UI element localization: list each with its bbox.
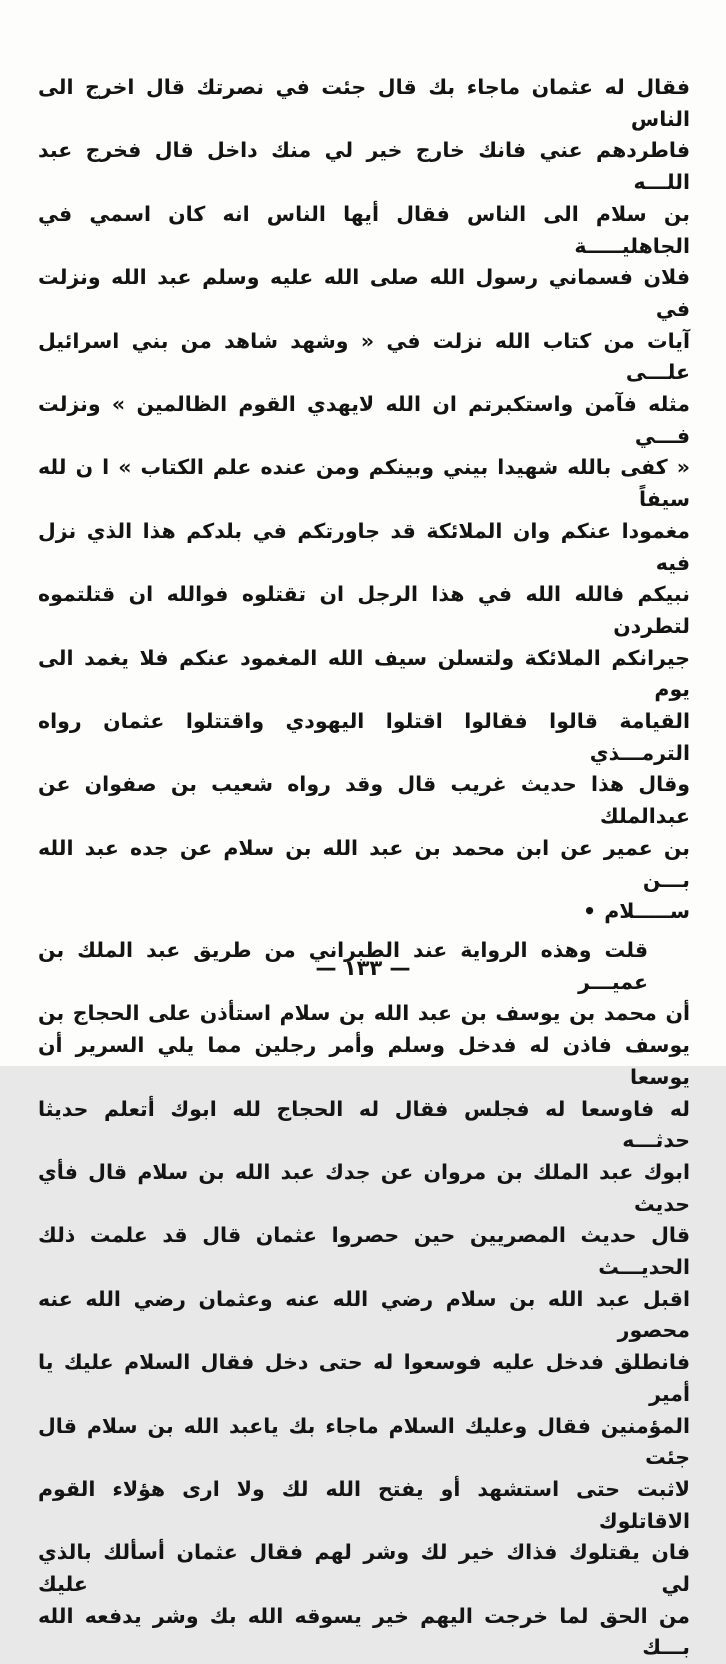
page-number: — ١٣٣ — [315, 956, 411, 980]
paragraph [38, 72, 690, 928]
text-line: فان يقتلوك فذاك خير لك وشر لهم فقال عثمان أسألك بالذي لي عليك [38, 1540, 690, 1597]
text-line: « كفى بالله شهيدا بيني وبينكم ومن عنده علم الكتاب » ا ن لله سيفاً [38, 455, 690, 512]
text-line: آيات من كتاب الله نزلت في « وشهد شاهد من بني اسرائيل علـــى [38, 328, 690, 385]
text-line: فاطردهم عني فانك خارج خير لي منك داخل قال فخرج عبد اللـــه [38, 138, 690, 195]
text-line: نبيكم فالله الله في هذا الرجل ان تقتلوه فوالله ان قتلتموه لتطردن [38, 582, 690, 638]
text-line: بن عمير عن ابن محمد بن عبد الله بن سلام عن جده عبد الله بـــن [38, 835, 690, 892]
text-line: قال حديث المصريين حين حصروا عثمان قال قد علمت ذلك الحديـــث [38, 1223, 690, 1280]
text-line: اقبل عبد الله بن سلام رضي الله عنه وعثمان رضي الله عنه محصور [38, 1286, 690, 1343]
text-line: مغمودا عنكم وان الملائكة قد جاورتكم في بلدكم هذا الذي نزل فيه [38, 518, 690, 575]
text-line: قلت وهذه الرواية عند الطبراني من طريق عبد الملك بن عميـــر [38, 937, 648, 994]
text-line: من الحق لما خرجت اليهم خير يسوقه الله بك وشر يدفعه الله بـــك [38, 1603, 690, 1660]
text-line: فلان فسماني رسول الله صلى الله عليه وسلم عبد الله ونزلت في [38, 265, 690, 321]
text-line: ابوك عبد الملك بن مروان عن جدك عبد الله بن سلام قال فأي حديث [38, 1159, 690, 1216]
text-line: مثله فآمن واستكبرتم ان الله لايهدي القوم الظالمين » ونزلت فـــي [38, 392, 690, 448]
text-line: فانطلق فدخل عليه فوسعوا له حتى دخل فقال السلام عليك يا أمير [38, 1350, 690, 1406]
text-line: بن سلام الى الناس فقال أيها الناس انه كان اسمي في الجاهليـــــة [38, 201, 690, 258]
text-line: فقال له عثمان ماجاء بك قال جئت في نصرتك قال اخرج الى الناس [38, 75, 690, 131]
text-line: المؤمنين فقال وعليك السلام ماجاء بك ياعبد الله بن سلام قال جئت [38, 1413, 690, 1470]
text-line: أن محمد بن يوسف بن عبد الله بن سلام استأذن على الحجاج بن [38, 1001, 690, 1026]
text-line: لاثبت حتى استشهد أو يفتح الله لك ولا ارى هؤلاء القوم الاقاتلوك [38, 1476, 690, 1533]
text-column [38, 72, 690, 1664]
text-line: القيامة قالوا فقالوا اقتلوا اليهودي واقتتلوا عثمان رواه الترمـــذي [38, 709, 690, 765]
text-line: جيرانكم الملائكة ولتسلن سيف الله المغمود عنكم فلا يغمد الى يوم [38, 645, 690, 702]
text-line: وقال هذا حديث غريب قال وقد رواه شعيب بن صفوان عن عبدالملك [38, 772, 690, 829]
text-line: يوسف فاذن له فدخل وسلم وأمر رجلين مما يلي السرير أن يوسعا [38, 1033, 690, 1089]
paragraph [38, 935, 690, 1664]
text-line: ســـــلام • [582, 899, 690, 924]
text-line: له فاوسعا له فجلس فقال له الحجاج لله ابوك أتعلم حديثا حدثـــه [38, 1096, 690, 1153]
